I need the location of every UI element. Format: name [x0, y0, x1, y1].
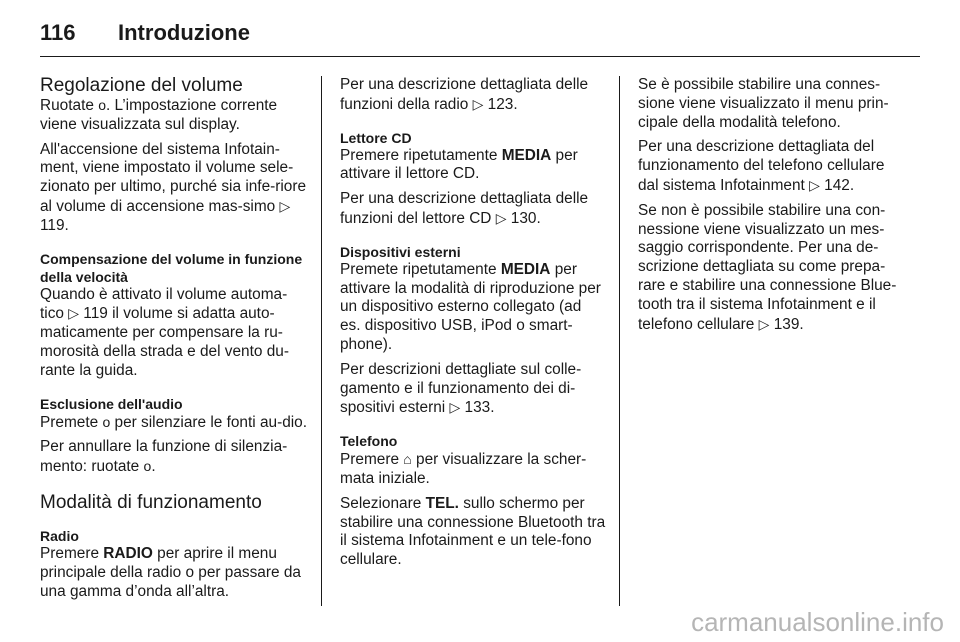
- page-ref-arrow-icon: ▷: [449, 399, 461, 416]
- column-3: [638, 76, 908, 334]
- heading-cd-player: Lettore CD: [340, 129, 412, 146]
- page-ref-arrow-icon: ▷: [758, 315, 770, 332]
- paragraph: Premere RADIO per aprire il menu principale della radio o per passare da una gamma d’onda all’altra.: [40, 544, 301, 600]
- heading-phone: Telefono: [340, 433, 398, 450]
- paragraph: Ruotate ᴏ. L’impostazione corrente viene visualizzata sul display.: [40, 97, 278, 133]
- page-ref-arrow-icon: ▷: [809, 176, 820, 193]
- knob-icon: ᴏ: [98, 97, 106, 113]
- page-ref: 119.: [40, 216, 69, 234]
- keyword-media: MEDIA: [500, 260, 551, 278]
- page-ref-arrow-icon: ▷: [472, 95, 484, 112]
- column-1: [40, 76, 310, 601]
- paragraph: Per una descrizione dettagliata delle funzioni del lettore CD ▷ 130.: [340, 190, 589, 227]
- heading-volume: Regolazione del volume: [40, 75, 243, 96]
- page-ref-arrow-icon: ▷: [279, 197, 291, 214]
- paragraph: Per annullare la funzione di silenzia-mento: ruotate ᴏ.: [40, 438, 288, 476]
- page-number: 116: [40, 20, 76, 45]
- paragraph: Per una descrizione dettagliata delle funzioni della radio ▷ 123.: [340, 76, 589, 113]
- page-ref: 119 il volume si adatta auto-maticamente per compensare la ru-morosità della strada e del vento du-rante la guida.: [40, 305, 289, 379]
- keyword-media: MEDIA: [501, 146, 552, 164]
- page-ref-arrow-icon: ▷: [495, 209, 507, 226]
- paragraph: Se non è possibile stabilire una con-nessione viene visualizzato un mes-saggio corrispondente. Per una de-scrizione dettagliata su come prepa-rare e stabilire una connessione Blue-tooth tra il sistema Infotainment e il telefono cellulare ▷ 139.: [638, 201, 897, 333]
- paragraph: Premere ripetutamente MEDIA per attivare il lettore CD.: [340, 146, 578, 183]
- paragraph: Premete ripetutamente MEDIA per attivare la modalità di riproduzione per un dispositivo esterno collegato (ad es. dispositivo USB, iPod o smart-phone).: [340, 260, 601, 353]
- heading-external-devices: Dispositivi esterni: [340, 243, 461, 260]
- heading-modes: Modalità di funzionamento: [40, 491, 262, 513]
- page-ref-arrow-icon: ▷: [68, 305, 80, 322]
- page-ref: 130.: [506, 209, 541, 227]
- knob-icon: ᴏ: [143, 458, 152, 475]
- page-header: [40, 14, 920, 57]
- paragraph: Per una descrizione dettagliata del funzionamento del telefono cellulare dal sistema Infotainment ▷ 142.: [638, 138, 885, 194]
- heading-radio: Radio: [40, 527, 79, 544]
- paragraph: Per descrizioni dettagliate sul colle-gamento e il funzionamento dei di-spositivi esterni ▷ 133.: [340, 360, 582, 417]
- page-ref: 142.: [819, 176, 855, 194]
- keyword-radio: RADIO: [103, 544, 153, 562]
- chapter-title: Introduzione: [118, 20, 250, 45]
- page-ref: 123.: [483, 95, 518, 113]
- column-2: [340, 76, 606, 570]
- page-ref: 139.: [769, 315, 804, 333]
- paragraph: All'accensione del sistema Infotain-ment, viene impostato il volume sele-zionato per ultimo, purché sia infe-riore al volume di accensione mas-simo ▷ 119.: [40, 140, 307, 234]
- paragraph: Quando è attivato il volume automa-tico ▷ 119 il volume si adatta auto-maticamente per compensare la ru-morosità della strada e del vento du-rante la guida.: [40, 285, 289, 379]
- home-icon: ⌂: [403, 451, 412, 468]
- knob-icon: ᴏ: [102, 413, 111, 430]
- column-divider: [619, 76, 620, 606]
- paragraph: Selezionare TEL. sullo schermo per stabilire una connessione Bluetooth tra il sistema Infotainment e un tele-fono cellulare.: [340, 494, 606, 569]
- heading-mute: Esclusione dell'audio: [40, 395, 183, 412]
- paragraph: Premete ᴏ per silenziare le fonti au-dio.: [40, 413, 308, 431]
- watermark: carmanualsonline.info: [691, 607, 944, 637]
- keyword-tel: TEL.: [425, 494, 459, 512]
- page-ref: 133.: [460, 399, 495, 417]
- paragraph: Se è possibile stabilire una connes-sione viene visualizzato il menu prin-cipale della modalità telefono.: [638, 76, 889, 131]
- heading-speed-compensation: Compensazione del volume in funzione della velocità: [40, 250, 303, 285]
- column-divider: [321, 76, 322, 606]
- paragraph: Premere ⌂ per visualizzare la scher-mata iniziale.: [340, 451, 587, 487]
